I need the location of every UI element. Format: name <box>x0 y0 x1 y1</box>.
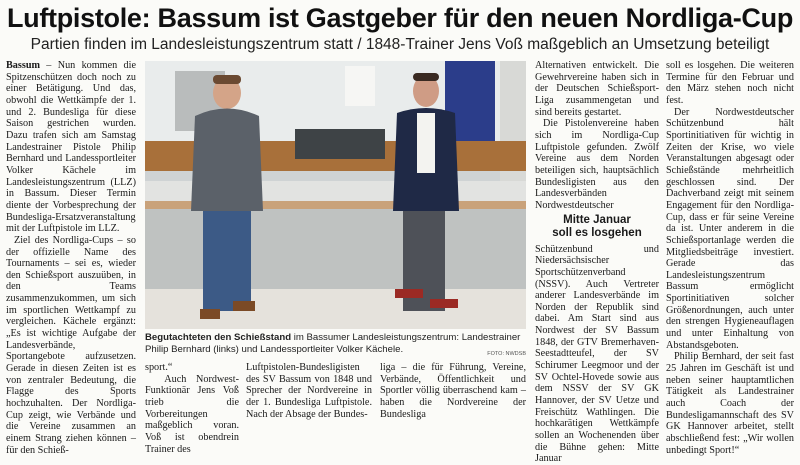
column-4 <box>535 60 659 465</box>
paragraph: liga – die für Führung, Vereine, Verbände, Öffentlichkeit und Sportler völlig überraschend kam – haben die Nordvereine der Bundesliga <box>380 362 526 420</box>
paragraph: Ziel des Nordliga-Cups – so der offizielle Name des Tournaments – sei es, wieder den Schießsport auszuüben, in den Teams zusammenzukommen, um sich im sportlichen Wettkampf zu vergleichen. Kächele ergänzt: „Es ist wichtige Aufgabe der Landesverbände, Sportangebote aufzusetzen. Gerade in diesen Zeiten ist es von zentraler Bedeutung, die Flagge des Sports hochzuhalten. Der Nordliga-Cup zeigt, wie Verbände und die Vereine zusammen an einem Strang ziehen können – für den Schieß- <box>6 234 136 456</box>
article-photo <box>145 61 526 329</box>
shooting-range-photo <box>145 61 526 329</box>
article-subline: Partien finden im Landesleistungszentrum statt / 1848-Trainer Jens Voß maßgeblich an Umsetzung beteiligt <box>30 36 770 53</box>
crosshead-line: Mitte Januar <box>563 213 631 226</box>
column-3-below-photo <box>246 362 372 434</box>
column-1 <box>6 60 136 456</box>
paragraph: soll es losgehen. Die weiteren Termine für den Februar und den März stehen noch nicht fest. <box>666 60 794 106</box>
paragraph: Luftpistolen-Bundesligisten des SV Bassum von 1848 und Sprecher der Nordvereine in der 1. Bundesliga Luftpistole. Nach der Absage der Bundes- <box>246 362 372 420</box>
paragraph: sport.“ Auch Nordwest-Funktionär Jens Voß trieb die Vorbereitungen maßgeblich voran. Voß ist obendrein Trainer des <box>145 362 239 455</box>
column-5 <box>666 60 794 456</box>
paragraph: Die Pistolenvereine haben sich im Nordliga-Cup Luftpistole gefunden. Zwölf Vereine aus dem Norden beteiligen sich, hauptsächlich Bundesligisten aus den Landesverbänden Nordwestdeutscher <box>535 118 659 211</box>
caption-text: im Bassumer Landesleistungszentrum: Landestrainer Philip Bernhard (links) und Landessportleiter Volker Kächele. <box>145 332 521 355</box>
column-4-below-photo <box>380 362 526 434</box>
paragraph: Philip Bernhard, der seit fast 25 Jahren im Geschäft ist und neben seiner hauptamtlichen Tätigkeit als Landestrainer auch Coach der Bundesligamannschaft des SV GK Hannover arbeitet, stellt abschließend fest: „Wir wollen unbedingt Sport!“ <box>666 351 794 456</box>
dateline: Bassum <box>6 60 40 71</box>
caption-lead: Begutachteten den Schießstand <box>145 332 292 343</box>
paragraph <box>6 60 136 235</box>
paragraph: Alternativen entwickelt. Die Gewehrvereine haben sich in der Deutschen Schießsport-Liga zusammengetan und sind bereits gestartet. <box>535 60 659 118</box>
photo-caption <box>145 332 526 360</box>
paragraph-text: – Nun kommen die Spitzenschützen doch noch zu einer Betätigung. Und das, obwohl die Wettkämpfe der 1. und 2. Bundesliga für diese Saison gestrichen wurden. Dazu trafen sich am Samstag Landestrainer Pistole Philip Bernhard und Landessportleiter Volker Kächele im Landesleistungszentrum (LLZ) in Bassum. Dieser Termin diente der Vorbesprechung der Bundesliga-Ersatzveranstaltung mit der Luftpistole im LLZ. <box>6 60 136 235</box>
paragraph: Schützenbund und Niedersächsischer Sportschützenverband (NSSV). Auch Vertreter anderer Landesverbände im Norden der Republik sind dabei. Am Start sind aus Nordwest der SV Bassum 1848, der GTV Bremerhaven-Seestadtteufel, der SV Schirumer Leegmoor und der SV Ochtel-Hovede sowie aus dem NSSV der SV GK Hannover, der SV Uetze und Freischütz Wathlingen. Die hochkarätigen Wettkämpfe sollen an Wochenenden über die Bühne gehen: Mitte Januar <box>535 243 659 465</box>
paragraph: Der Nordwestdeutscher Schützenbund hält Sportinitiativen für wichtig in Zeiten der Krise, wo viele Veranstaltungen abgesagt oder Schießstände mehrheitlich geschlossen sind. Der Dachverband zeigt mit seinem Engagement für den Nordliga-Cup, dass er für seine Vereine da ist. Unter anderem in die Schießsportanlage werden die Mitgliedsbeiträge investiert. Gerade das Landesleistungszentrum Bassum ermöglicht Sportinitiativen solcher Größenordnungen, auch unter den strengen Hygieneauflagen und unter Einhaltung von Abstandsgeboten. <box>666 106 794 351</box>
article-headline: Luftpistole: Bassum ist Gastgeber für den neuen Nordliga-Cup <box>6 3 794 33</box>
crosshead-line: soll es losgehen <box>552 226 642 239</box>
column-2-below-photo <box>145 362 239 455</box>
photo-credit: FOTO: NWDSB <box>487 351 526 357</box>
crosshead <box>535 214 659 240</box>
